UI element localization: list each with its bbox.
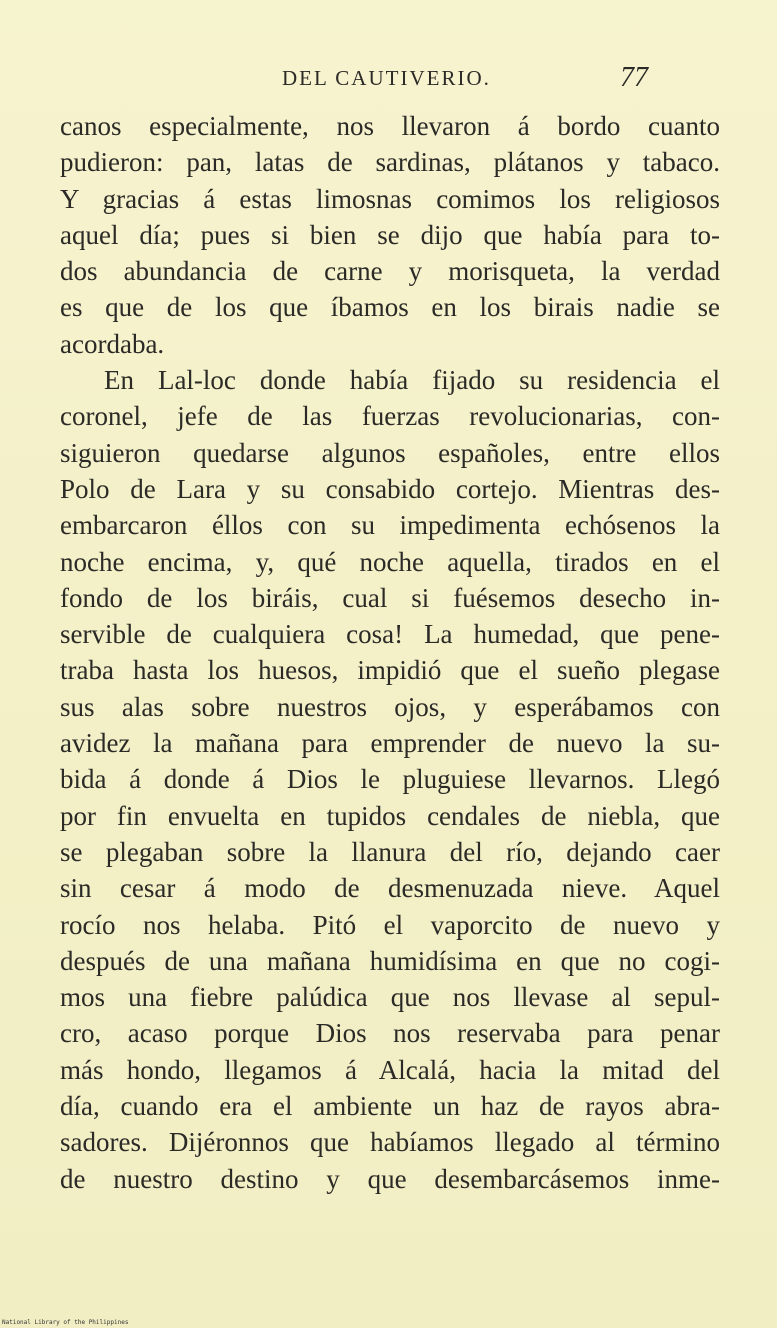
text-line: se plegaban sobre la llanura del río, dejando caer bbox=[60, 836, 720, 867]
library-watermark: National Library of the Philippines bbox=[2, 1319, 129, 1326]
text-line: pudieron: pan, latas de sardinas, plátanos y tabaco. bbox=[60, 147, 720, 178]
text-line: después de una mañana humidísima en que no cogi- bbox=[60, 945, 720, 976]
text-line: sadores. Dijéronnos que habíamos llegado al término bbox=[60, 1127, 720, 1158]
text-line: más hondo, llegamos á Alcalá, hacia la mitad del bbox=[60, 1054, 720, 1085]
body-text bbox=[60, 108, 720, 1197]
text-line: por fin envuelta en tupidos cendales de niebla, que bbox=[60, 800, 720, 831]
text-line: bida á donde á Dios le pluguiese llevarnos. Llegó bbox=[60, 764, 720, 795]
text-line: embarcaron éllos con su impedimenta echósenos la bbox=[60, 510, 720, 541]
text-line: sin cesar á modo de desmenuzada nieve. Aquel bbox=[60, 873, 720, 904]
text-line: fondo de los biráis, cual si fuésemos desecho in- bbox=[60, 582, 720, 613]
text-line: dos abundancia de carne y morisqueta, la verdad bbox=[60, 256, 720, 287]
text-line: canos especialmente, nos llevaron á bordo cuanto bbox=[60, 111, 720, 141]
text-line: sus alas sobre nuestros ojos, y esperábamos con bbox=[60, 691, 720, 722]
text-line: es que de los que íbamos en los birais nadie se bbox=[60, 292, 720, 323]
text-line: Polo de Lara y su consabido cortejo. Mientras des- bbox=[60, 473, 720, 504]
text-line: coronel, jefe de las fuerzas revolucionarias, con- bbox=[60, 401, 720, 432]
text-line: día, cuando era el ambiente un haz de rayos abra- bbox=[60, 1091, 720, 1122]
text-line: acordaba. bbox=[60, 328, 165, 359]
text-line: servible de cualquiera cosa! La humedad, que pene- bbox=[60, 619, 720, 650]
text-line: En Lal-loc donde había fijado su residencia el bbox=[104, 365, 720, 396]
text-line: Y gracias á estas limosnas comimos los religiosos bbox=[60, 183, 720, 214]
text-line: mos una fiebre palúdica que nos llevase al sepul- bbox=[60, 982, 720, 1013]
text-line: aquel día; pues si bien se dijo que había para to- bbox=[60, 219, 720, 250]
running-head: DEL CAUTIVERIO. bbox=[282, 66, 491, 90]
text-line: traba hasta los huesos, impidió que el sueño plegase bbox=[60, 655, 720, 686]
text-line: avidez la mañana para emprender de nuevo la su- bbox=[60, 728, 720, 759]
page-header bbox=[0, 62, 777, 102]
text-line: noche encima, y, qué noche aquella, tirados en el bbox=[60, 546, 720, 577]
text-line: cro, acaso porque Dios nos reservaba para penar bbox=[60, 1018, 720, 1049]
page-number: 77 bbox=[620, 62, 648, 93]
text-line: de nuestro destino y que desembarcásemos inme- bbox=[60, 1163, 720, 1194]
text-line: siguieron quedarse algunos españoles, entre ellos bbox=[60, 437, 720, 468]
text-line: rocío nos helaba. Pitó el vaporcito de nuevo y bbox=[60, 909, 720, 940]
